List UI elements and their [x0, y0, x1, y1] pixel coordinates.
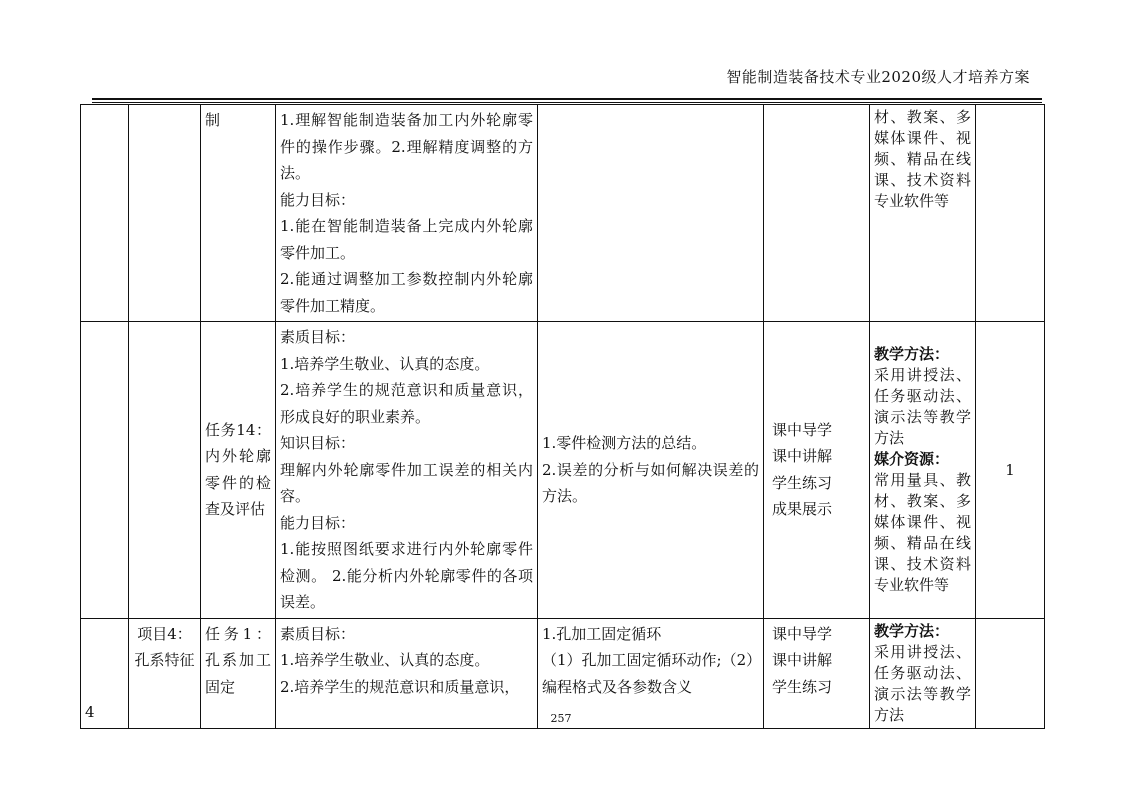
objective-line: 1.能按照图纸要求进行内外轮廓零件检测。 2.能分析内外轮廓零件的各项误差。: [280, 540, 533, 611]
content-line: 1.孔加工固定循环: [542, 624, 662, 643]
objectives-cell: [276, 322, 538, 619]
task-cell: 任务14：内外轮廓零件的检查及评估: [201, 322, 276, 619]
method-cell: [764, 105, 870, 322]
resources-cell: [870, 105, 976, 322]
resource-heading: 教学方法：: [874, 621, 950, 640]
hours-cell: [976, 105, 1045, 322]
content-cell: [538, 105, 764, 322]
resource-heading: 媒介资源：: [874, 449, 950, 468]
task-cell: 制: [201, 105, 276, 322]
objective-line: 2.培养学生的规范意识和质量意识，: [280, 677, 520, 696]
table-row: [81, 322, 1045, 619]
method-cell: [764, 322, 870, 619]
content-line: 1.零件检测方法的总结。: [542, 434, 707, 452]
content-line: （1）孔加工固定循环动作;（2）编程格式及各参数含义: [542, 651, 754, 696]
document-header-title: 智能制造装备技术专业2020级人才培养方案: [726, 68, 1030, 86]
resource-text: 采用讲授法、任务驱动法、演示法等教学方法: [874, 642, 971, 724]
header-rule-thin: [92, 102, 1042, 103]
objective-line: 1.理解智能制造装备加工内外轮廓零件的操作步骤。2.理解精度调整的方法。: [280, 111, 533, 182]
objectives-cell: [276, 105, 538, 322]
curriculum-table: [80, 104, 1045, 729]
hours-cell: 1: [976, 322, 1045, 619]
objective-line: 能力目标：: [280, 190, 356, 209]
project-cell: 项目4：孔系特征: [129, 618, 201, 728]
content-line: 2.误差的分析与如何解决误差的方法。: [542, 460, 759, 505]
task-cell: 任务1：孔系加工固定: [201, 618, 276, 728]
resources-text: 材、教案、多媒体课件、视频、精品在线课、技术资料专业软件等: [874, 108, 971, 210]
no-cell: 4: [81, 618, 129, 728]
objective-line: 理解内外轮廓零件加工误差的相关内容。: [280, 460, 533, 505]
project-cell: [129, 322, 201, 619]
method-line: 学生练习: [772, 677, 833, 696]
method-line: 成果展示: [772, 500, 833, 519]
objective-line: 1.培养学生敬业、认真的态度。: [280, 651, 490, 669]
resources-cell: [870, 322, 976, 619]
objective-line: 1.能在智能制造装备上完成内外轮廓零件加工。: [280, 217, 533, 262]
method-line: 课中导学: [772, 420, 833, 439]
objective-line: 知识目标：: [280, 434, 356, 452]
resource-text: 采用讲授法、任务驱动法、演示法等教学方法: [874, 365, 971, 447]
method-line: 课中讲解: [772, 651, 833, 669]
no-cell: [81, 105, 129, 322]
project-cell: [129, 105, 201, 322]
objective-line: 2.能通过调整加工参数控制内外轮廓零件加工精度。: [280, 270, 533, 315]
objective-line: 2.培养学生的规范意识和质量意识，形成良好的职业素养。: [280, 381, 533, 426]
method-line: 课中导学: [772, 624, 833, 643]
method-line: 学生练习: [772, 473, 833, 492]
resource-text: 常用量具、教材、教案、多媒体课件、视频、精品在线课、技术资料专业软件等: [874, 470, 971, 594]
objective-line: 能力目标：: [280, 513, 356, 532]
no-cell: [81, 322, 129, 619]
content-cell: [538, 322, 764, 619]
page-number: 257: [550, 712, 572, 725]
table-row: [81, 105, 1045, 322]
objective-line: 素质目标：: [280, 328, 356, 346]
objective-line: 素质目标：: [280, 624, 356, 643]
method-line: 课中讲解: [772, 447, 833, 466]
resource-heading: 教学方法：: [874, 344, 950, 363]
header-rule: [92, 98, 1042, 100]
objective-line: 1.培养学生敬业、认真的态度。: [280, 354, 490, 373]
